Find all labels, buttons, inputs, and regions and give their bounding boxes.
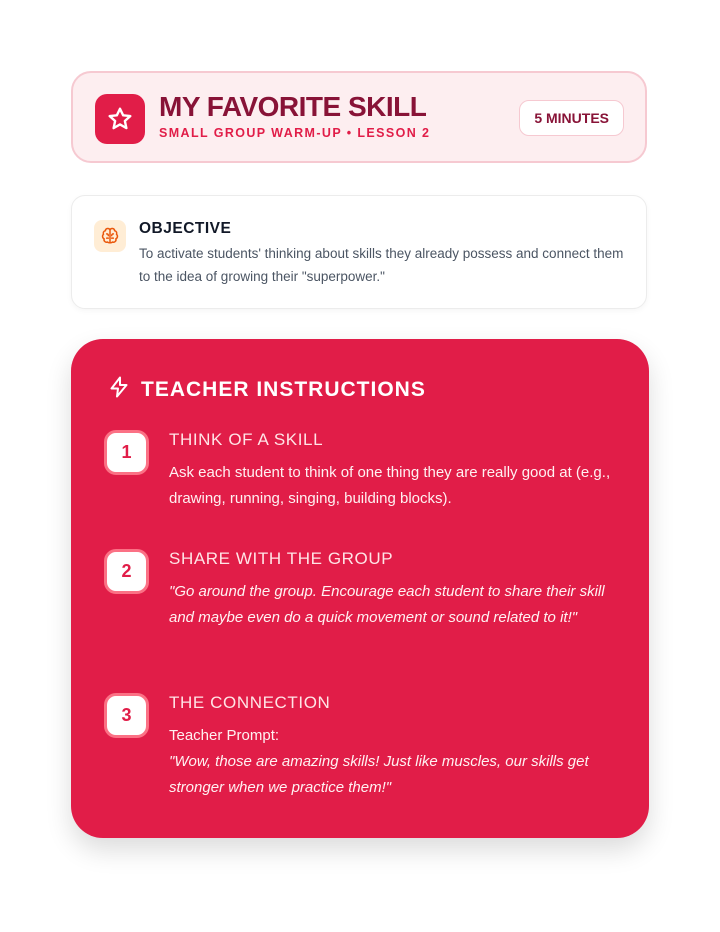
step-number: 1 xyxy=(104,430,149,475)
lightning-icon xyxy=(107,375,131,404)
step-body: Ask each student to think of one thing they are really good at (e.g., drawing, running, singing, building blocks). xyxy=(169,464,611,507)
lesson-header xyxy=(71,71,647,163)
page-subtitle: SMALL GROUP WARM-UP • LESSON 2 xyxy=(159,126,431,140)
step-title: THINK OF A SKILL xyxy=(169,430,324,449)
teacher-instructions-card xyxy=(71,339,649,838)
duration-badge: 5 MINUTES xyxy=(519,100,624,136)
step-title: SHARE WITH THE GROUP xyxy=(169,549,394,568)
teacher-prompt-text: "Wow, those are amazing skills! Just like muscles, our skills get stronger when we practice them!" xyxy=(169,753,589,796)
objective-card xyxy=(71,195,647,309)
instructions-title: TEACHER INSTRUCTIONS xyxy=(141,377,426,401)
page-title: MY FAVORITE SKILL xyxy=(159,91,427,122)
instructions-heading xyxy=(107,375,426,404)
step-number: 2 xyxy=(104,549,149,594)
step-body: "Go around the group. Encourage each student to share their skill and maybe even do a quick movement or sound related to it!" xyxy=(169,583,605,626)
step-title: THE CONNECTION xyxy=(169,693,331,712)
step-body-container xyxy=(169,723,624,801)
step-number: 3 xyxy=(104,693,149,738)
objective-text: To activate students' thinking about skills they already possess and connect them to the idea of growing their "superpower." xyxy=(139,246,624,284)
brain-icon xyxy=(94,220,126,252)
objective-title: OBJECTIVE xyxy=(139,220,232,237)
star-icon xyxy=(95,94,145,144)
teacher-prompt-label: Teacher Prompt: xyxy=(169,727,280,744)
